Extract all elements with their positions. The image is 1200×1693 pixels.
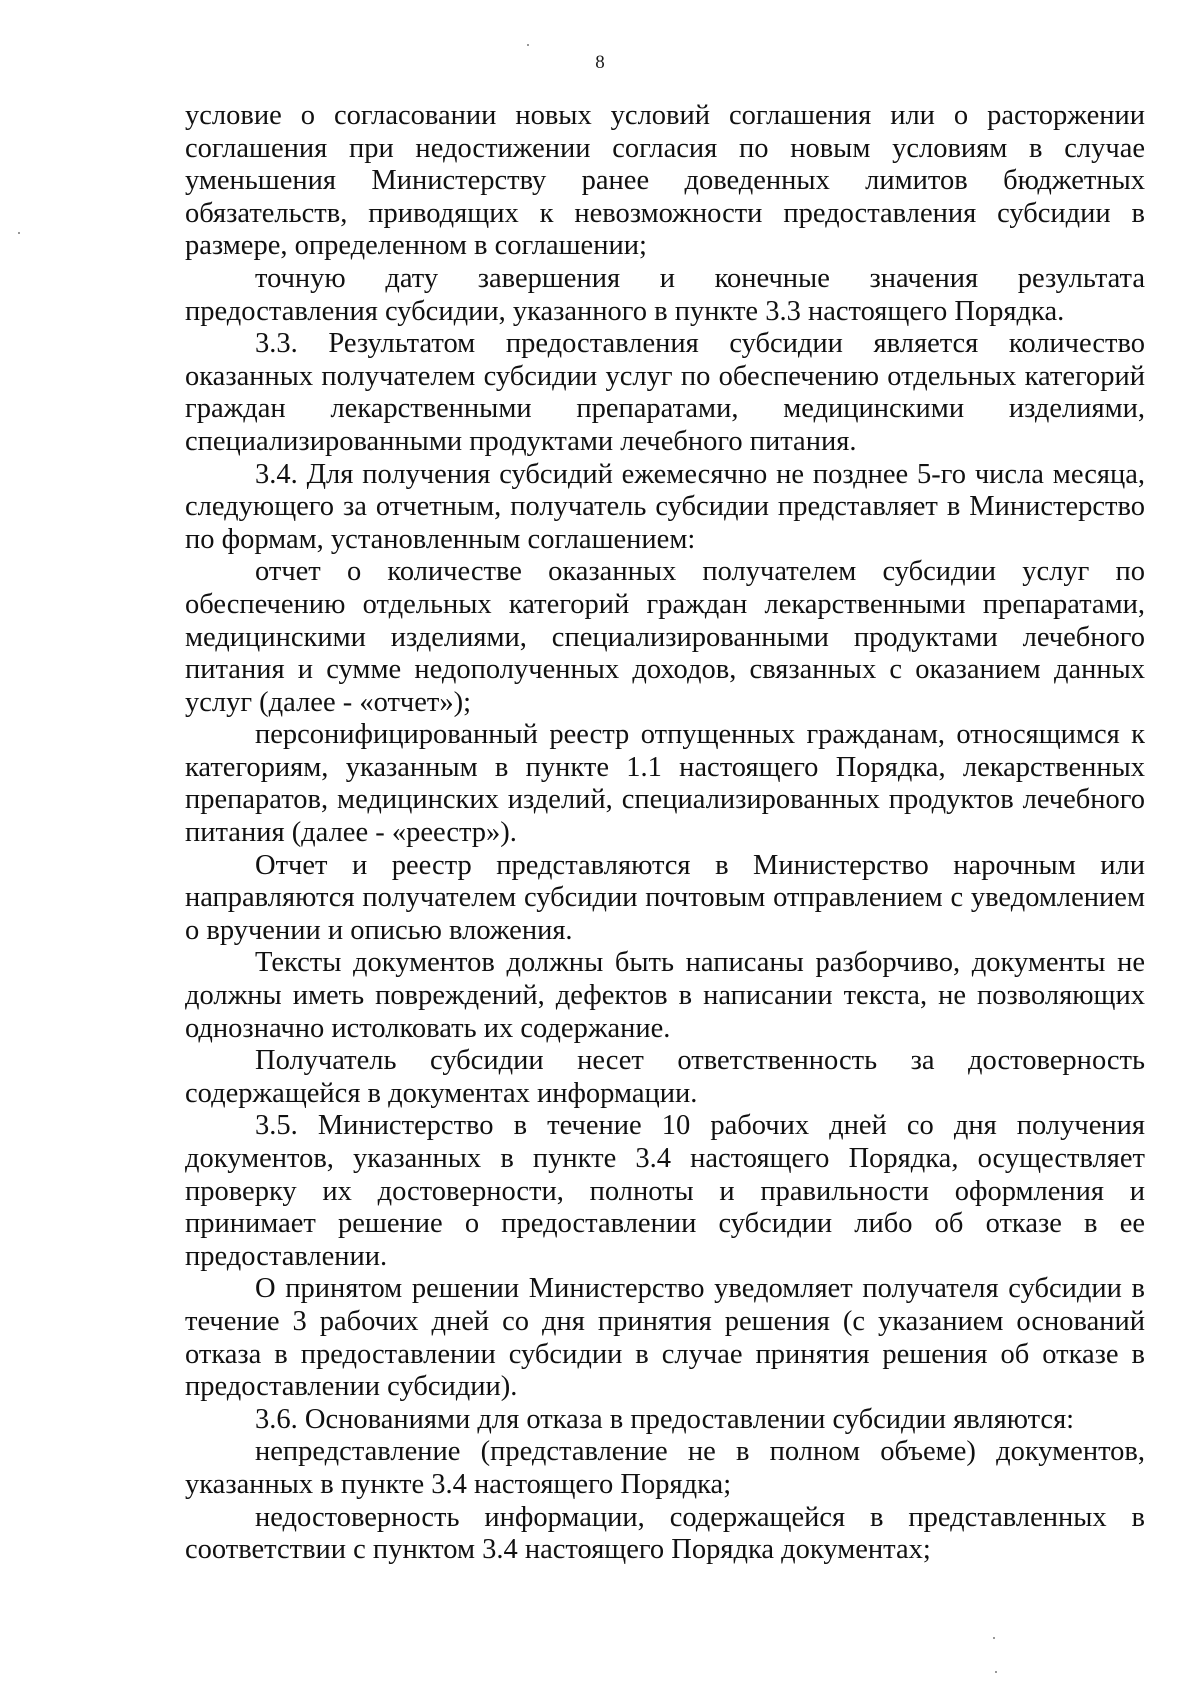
paragraph: О принятом решении Министерство уведомляет получателя субсидии в течение 3 рабочих дней со дня принятия решения (с указанием оснований отказа в предоставлении субсидии в случае принятия решения об отказе в предоставлении субсидии). — [185, 1273, 1145, 1403]
paragraph-clause-3-3: 3.3. Результатом предоставления субсидии является количество оказанных получателем субсидии услуг по обеспечению отдельных категорий граждан лекарственными препаратами, медицинскими изделиями, специализированными продуктами лечебного питания. — [185, 328, 1145, 457]
paragraph: Тексты документов должны быть написаны разборчиво, документы не должны иметь повреждений, дефектов в написании текста, не позволяющих однозначно истолковать их содержание. — [185, 947, 1145, 1044]
paragraph: точную дату завершения и конечные значения результата предоставления субсидии, указанного в пункте 3.3 настоящего Порядка. — [185, 262, 1145, 327]
paragraph: недостоверность информации, содержащейся в представленных в соответствии с пунктом 3.4 настоящего Порядка документах; — [185, 1501, 1145, 1566]
paragraph: отчет о количестве оказанных получателем субсидии услуг по обеспечению отдельных категорий граждан лекарственными препаратами, медицинскими изделиями, специализированными продуктами лечебного питания и сумме недополученных доходов, связанных с оказанием данных услуг (далее - «отчет»); — [185, 556, 1145, 718]
scan-speck — [995, 1671, 997, 1673]
scan-speck — [993, 1637, 995, 1639]
document-body — [185, 100, 1145, 1567]
page-number: 8 — [595, 52, 605, 73]
paragraph: персонифицированный реестр отпущенных гражданам, относящимся к категориям, указанным в пункте 1.1 настоящего Порядка, лекарственных препаратов, медицинских изделий, специализированных продуктов лечебного питания (далее - «реестр»). — [185, 719, 1145, 849]
paragraph: непредставление (представление не в полном объеме) документов, указанных в пункте 3.4 настоящего Порядка; — [185, 1436, 1145, 1500]
paragraph-continued: условие о согласовании новых условий соглашения или о расторжении соглашения при недостижении согласия по новым условиям в случае уменьшения Министерству ранее доведенных лимитов бюджетных обязательств, приводящих к невозможности предоставления субсидии в размере, определенном в соглашении; — [185, 100, 1145, 262]
paragraph-clause-3-4: 3.4. Для получения субсидий ежемесячно не позднее 5-го числа месяца, следующего за отчетным, получатель субсидии представляет в Министерство по формам, установленным соглашением: — [185, 458, 1145, 555]
paragraph-clause-3-5: 3.5. Министерство в течение 10 рабочих дней со дня получения документов, указанных в пункте 3.4 настоящего Порядка, осуществляет проверку их достоверности, полноты и правильности оформления и принимает решение о предоставлении субсидии либо об отказе в ее предоставлении. — [185, 1110, 1145, 1272]
paragraph: Отчет и реестр представляются в Министерство нарочным или направляются получателем субсидии почтовым отправлением с уведомлением о вручении и описью вложения. — [185, 849, 1145, 946]
paragraph: Получатель субсидии несет ответственность за достоверность содержащейся в документах информации. — [185, 1045, 1145, 1109]
scan-speck — [18, 232, 20, 234]
scan-speck — [527, 44, 529, 46]
paragraph-clause-3-6: 3.6. Основаниями для отказа в предоставлении субсидии являются: — [255, 1403, 1075, 1435]
